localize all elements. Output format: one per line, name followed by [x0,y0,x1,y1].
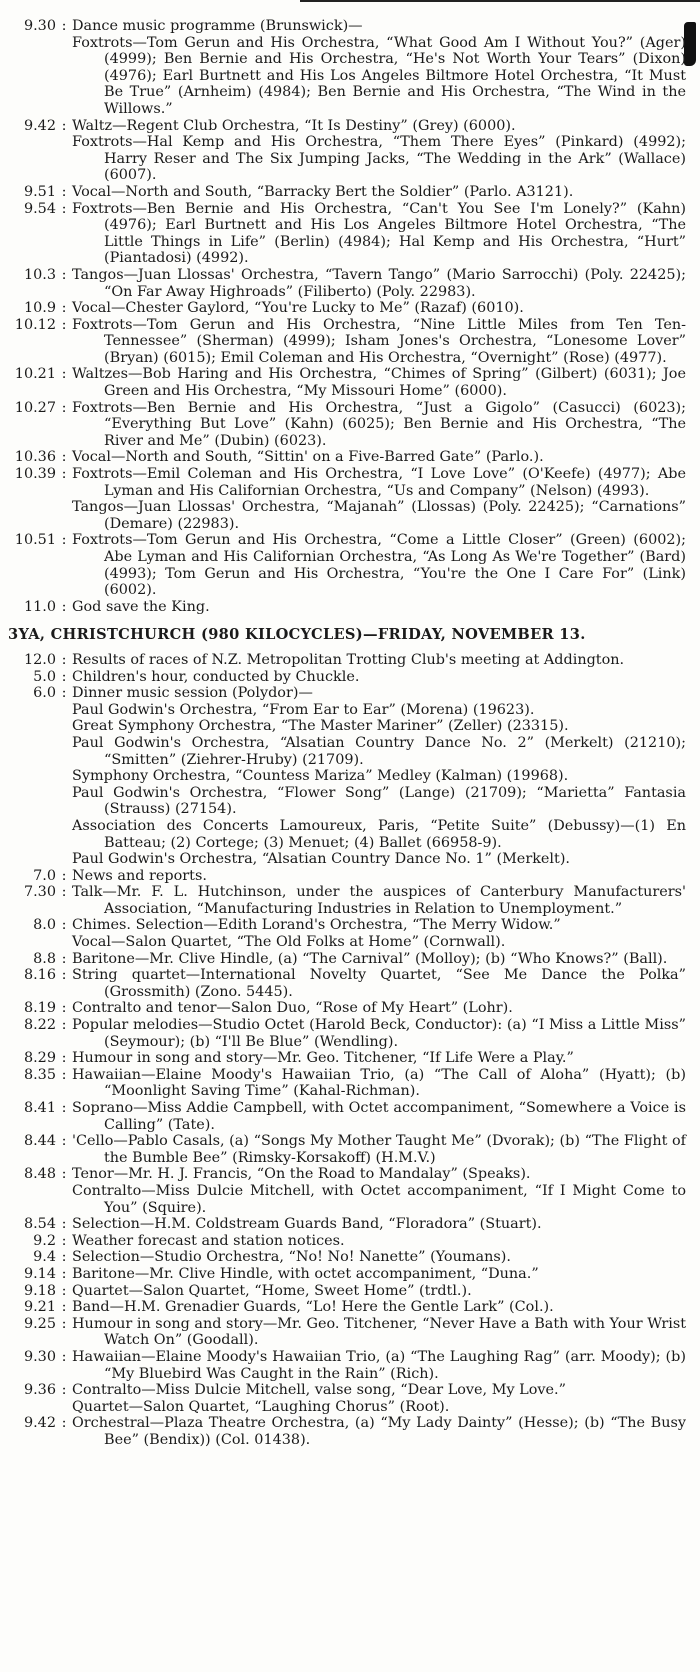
time-separator: : [61,266,67,283]
program-page [6,18,686,1448]
entry-line: Tangos—Juan Llossas' Orchestra, “Majanah” (Llossas) (Poly. 22425); “Carnations” (Demare) (22983). [72,499,686,532]
entry-line: Contralto—Miss Dulcie Mitchell, with Octet accompaniment, “If I Might Come to You” (Squire). [72,1182,686,1216]
entry-time: 7.30 [23,884,56,901]
entry-content [72,917,686,950]
entry-time: 11.0 [23,598,56,615]
entry-content [72,967,686,1000]
program-entry [6,652,686,669]
entry-content [72,1316,686,1349]
entry-line: 'Cello—Pablo Casals, (a) “Songs My Mother Taught Me” (Dvorak); (b) “The Flight of the Bumble Bee” (Rimsky-Korsakoff) (H.M.V.) [72,1133,686,1166]
time-separator: : [61,1133,67,1150]
entry-line: Baritone—Mr. Clive Hindle, with octet accompaniment, “Duna.” [72,1265,539,1282]
program-entry [6,201,686,267]
entry-content [72,267,686,300]
time-separator: : [61,1000,67,1017]
entry-time: 8.29 [23,1050,56,1067]
entry-line: Children's hour, conducted by Chuckle. [72,668,360,685]
entry-content [72,18,686,118]
entry-line: Tangos—Juan Llossas' Orchestra, “Tavern Tango” (Mario Sarrocchi) (Poly. 22425); “On Far Away Highroads” (Filiberto) (Poly. 22983). [72,266,686,300]
entry-time: 9.36 [23,1382,56,1399]
entry-content [72,868,686,885]
program-entry [6,1299,686,1316]
entry-line: God save the King. [72,598,210,615]
time-separator: : [61,1265,67,1282]
entry-time: 8.41 [23,1100,56,1116]
program-entry [6,1000,686,1017]
program-entry [6,967,686,1000]
entry-time: 9.30 [23,1348,56,1365]
entry-line: Selection—H.M. Coldstream Guards Band, “Floradora” (Stuart). [72,1216,542,1233]
entry-line: Foxtrots—Ben Bernie and His Orchestra, “Can't You See I'm Lonely?” (Kahn) (4976); Earl Burtnett and His Los Angeles Biltmore Hotel Orchestra, “The Little Things in Life” (Berlin) (4984); Hal Kemp and His Orchestra, “Hurt” (Piantadosi) (4992). [72,200,686,267]
program-section [6,627,686,1448]
entry-content [72,1133,686,1166]
entry-line: Weather forecast and station notices. [72,1232,345,1249]
time-separator: : [61,668,67,685]
program-entry [6,1216,686,1233]
program-entry [6,400,686,450]
entry-line: Chimes. Selection—Edith Lorand's Orchestra, “The Merry Widow.” [72,917,561,934]
entry-time: 8.16 [23,967,56,984]
entry-line: Paul Godwin's Orchestra, “Alsatian Country Dance No. 1” (Merkelt). [72,851,571,868]
time-separator: : [61,1216,67,1233]
program-entry [6,267,686,300]
entry-content [72,366,686,399]
entry-line: Foxtrots—Ben Bernie and His Orchestra, “Just a Gigolo” (Casucci) (6023); “Everything But Love” (Kahn) (6025); Ben Bernie and His Orchestra, “The River and Me” (Dubin) (6023). [72,399,686,449]
entry-line: Paul Godwin's Orchestra, “From Ear to Ear” (Morena) (19623). [72,701,535,718]
entry-line: Orchestral—Plaza Theatre Orchestra, (a) “My Lady Dainty” (Hesse); (b) “The Busy Bee” (Bendix)) (Col. 01438). [72,1415,686,1448]
entry-content [72,532,686,598]
time-separator: : [61,967,67,984]
program-entry [6,1283,686,1300]
program-entry [6,466,686,532]
entry-content [72,652,686,669]
top-rule [300,0,700,2]
time-separator: : [61,917,67,934]
entry-content [72,201,686,267]
entry-content [72,599,686,616]
entry-time: 10.3 [23,266,56,283]
entry-content [72,184,686,201]
entry-time: 9.4 [33,1249,56,1266]
entry-line: Humour in song and story—Mr. Geo. Titchener, “Never Have a Bath with Your Wrist Watch On” (Goodall). [72,1315,686,1349]
program-entry [6,184,686,201]
time-separator: : [61,1299,67,1316]
time-separator: : [61,300,67,317]
program-entry [6,300,686,317]
entry-line: Dance music programme (Brunswick)— [72,18,363,34]
entry-time: 10.27 [14,399,56,416]
entry-time: 9.51 [23,183,56,200]
program-section [6,18,686,615]
entry-content [72,884,686,917]
entry-content [72,951,686,968]
time-separator: : [61,117,67,134]
time-separator: : [61,884,67,901]
program-entry [6,951,686,968]
entry-line: Vocal—North and South, “Barracky Bert the Soldier” (Parlo. A3121). [72,183,574,200]
program-entry [6,1100,686,1133]
entry-line: Baritone—Mr. Clive Hindle, (a) “The Carnival” (Molloy); (b) “Who Knows?” (Ball). [72,950,668,967]
entry-line: Quartet—Salon Quartet, “Laughing Chorus” (Root). [72,1398,450,1415]
time-separator: : [61,532,67,549]
program-entry [6,1166,686,1216]
time-separator: : [61,1348,67,1365]
program-entry [6,18,686,118]
program-entry [6,1050,686,1067]
entry-line: Paul Godwin's Orchestra, “Flower Song” (Lange) (21709); “Marietta” Fantasia (Strauss) (27154). [72,784,686,818]
entry-line: Hawaiian—Elaine Moody's Hawaiian Trio, (a) “The Laughing Rag” (arr. Moody); (b) “My Bluebird Was Caught in the Rain” (Rich). [72,1348,686,1382]
time-separator: : [61,1050,67,1067]
program-entry [6,532,686,598]
program-entry [6,449,686,466]
entry-time: 9.21 [23,1299,56,1316]
program-entry [6,1349,686,1382]
entry-line: Waltz—Regent Club Orchestra, “It Is Destiny” (Grey) (6000). [72,117,516,134]
entry-content [72,118,686,184]
entry-content [72,1266,686,1283]
entry-time: 10.21 [14,366,56,383]
entry-time: 6.0 [33,685,56,702]
entry-content [72,1050,686,1067]
time-separator: : [61,950,67,967]
entry-time: 8.19 [23,1000,56,1017]
program-entry [6,1249,686,1266]
entry-line: Foxtrots—Hal Kemp and His Orchestra, “Them There Eyes” (Pinkard) (4992); Harry Reser and The Six Jumping Jacks, “The Wedding in the Ark” (Wallace) (6007). [72,134,686,184]
entry-time: 9.2 [33,1232,56,1249]
entry-content [72,300,686,317]
entry-time: 9.30 [23,18,56,34]
entry-content [72,1216,686,1233]
entry-content [72,1100,686,1133]
entry-time: 9.14 [23,1265,56,1282]
entry-content [72,685,686,868]
time-separator: : [61,466,67,483]
time-separator: : [61,366,67,383]
program-entry [6,1415,686,1448]
time-separator: : [61,1282,67,1299]
entry-content [72,400,686,450]
program-entry [6,884,686,917]
time-separator: : [61,1166,67,1183]
entry-content [72,466,686,532]
entry-time: 10.9 [23,300,56,317]
entry-content [72,1017,686,1050]
entry-line: Popular melodies—Studio Octet (Harold Beck, Conductor): (a) “I Miss a Little Miss” (Seymour); (b) “I'll Be Blue” (Wendling). [72,1017,686,1050]
entry-line: Selection—Studio Orchestra, “No! No! Nanette” (Youmans). [72,1249,511,1266]
entry-line: Vocal—Salon Quartet, “The Old Folks at Home” (Cornwall). [72,934,506,951]
time-separator: : [61,1415,67,1432]
entry-line: Humour in song and story—Mr. Geo. Titchener, “If Life Were a Play.” [72,1050,574,1067]
time-separator: : [61,316,67,333]
program-entry [6,366,686,399]
entry-time: 8.44 [23,1133,56,1150]
time-separator: : [61,399,67,416]
time-separator: : [61,1232,67,1249]
entry-time: 9.54 [23,200,56,217]
entry-time: 10.39 [14,466,56,483]
entry-content [72,317,686,367]
program-entry [6,685,686,868]
entry-line: Contralto—Miss Dulcie Mitchell, valse song, “Dear Love, My Love.” [72,1382,566,1399]
entry-line: Soprano—Miss Addie Campbell, with Octet accompaniment, “Somewhere a Voice is Calling” (Tate). [72,1100,686,1133]
entry-line: Quartet—Salon Quartet, “Home, Sweet Home” (trdtl.). [72,1282,472,1299]
program-entry [6,917,686,950]
entry-line: Association des Concerts Lamoureux, Paris, “Petite Suite” (Debussy)—(1) En Batteau; (2) Cortege; (3) Menuet; (4) Ballet (66958-9). [72,817,686,851]
entry-content [72,1067,686,1100]
time-separator: : [61,685,67,702]
entry-line: Vocal—North and South, “Sittin' on a Five-Barred Gate” (Parlo.). [72,449,544,466]
entry-time: 8.48 [23,1166,56,1183]
entry-line: Foxtrots—Tom Gerun and His Orchestra, “Nine Little Miles from Ten Ten-Tennessee” (Sherman) (4999); Isham Jones's Orchestra, “Lonesome Lover” (Bryan) (6015); Emil Coleman and His Orchestra, “Overnight” (Rose) (4977). [72,316,686,366]
program-entry [6,317,686,367]
entry-time: 9.18 [23,1282,56,1299]
entry-content [72,1249,686,1266]
entry-line: Hawaiian—Elaine Moody's Hawaiian Trio, (a) “The Call of Aloha” (Hyatt); (b) “Moonlight Saving Time” (Kahal-Richman). [72,1066,686,1100]
entry-line: Waltzes—Bob Haring and His Orchestra, “Chimes of Spring” (Gilbert) (6031); Joe Green and His Orchestra, “My Missouri Home” (6000). [72,366,686,400]
entry-time: 8.35 [23,1066,56,1083]
entry-content [72,449,686,466]
time-separator: : [61,183,67,200]
entry-time: 9.42 [23,117,56,134]
time-separator: : [61,1382,67,1399]
entry-line: Band—H.M. Grenadier Guards, “Lo! Here the Gentle Lark” (Col.). [72,1299,554,1316]
time-separator: : [61,867,67,884]
entry-line: Talk—Mr. F. L. Hutchinson, under the auspices of Canterbury Manufacturers' Association, “Manufacturing Industries in Relation to Unemployment.” [72,884,686,917]
program-entry [6,1133,686,1166]
time-separator: : [61,1100,67,1116]
program-entry [6,868,686,885]
program-entry [6,1382,686,1415]
entry-line: Foxtrots—Tom Gerun and His Orchestra, “Come a Little Closer” (Green) (6002); Abe Lyman and His Californian Orchestra, “As Long As We're Together” (Bard) (4993); Tom Gerun and His Orchestra, “You're the One I Care For” (Link) (6002). [72,532,686,599]
entry-content [72,1000,686,1017]
time-separator: : [61,598,67,615]
program-entry [6,1067,686,1100]
entry-time: 8.22 [23,1017,56,1034]
time-separator: : [61,449,67,466]
entry-content [72,1283,686,1300]
entry-line: Contralto and tenor—Salon Duo, “Rose of My Heart” (Lohr). [72,1000,513,1017]
time-separator: : [61,1315,67,1332]
program-entry [6,118,686,184]
program-entry [6,1266,686,1283]
entry-time: 5.0 [33,668,56,685]
time-separator: : [61,651,67,668]
entry-line: String quartet—International Novelty Quartet, “See Me Dance the Polka” (Grossmith) (Zono. 5445). [72,967,686,1000]
entry-time: 10.12 [14,316,56,333]
entry-time: 9.25 [23,1315,56,1332]
entry-time: 9.42 [23,1415,56,1432]
entry-content [72,1415,686,1448]
program-entry [6,1017,686,1050]
entry-time: 8.8 [33,950,56,967]
program-entry [6,599,686,616]
time-separator: : [61,1017,67,1034]
entry-time: 8.0 [33,917,56,934]
entry-line: Vocal—Chester Gaylord, “You're Lucky to Me” (Razaf) (6010). [72,300,524,317]
entry-line: Tenor—Mr. H. J. Francis, “On the Road to Mandalay” (Speaks). [72,1166,531,1183]
entry-content [72,1166,686,1216]
entry-line: Great Symphony Orchestra, “The Master Mariner” (Zeller) (23315). [72,718,569,735]
entry-time: 8.54 [23,1216,56,1233]
program-entry [6,669,686,686]
entry-line: Dinner music session (Polydor)— [72,685,313,702]
entry-content [72,1299,686,1316]
entry-line: Foxtrots—Emil Coleman and His Orchestra, “I Love Love” (O'Keefe) (4977); Abe Lyman and His Californian Orchestra, “Us and Company” (Nelson) (4993). [72,466,686,499]
time-separator: : [61,200,67,217]
time-separator: : [61,18,67,34]
entry-line: Symphony Orchestra, “Countess Mariza” Medley (Kalman) (19968). [72,768,569,785]
entry-time: 7.0 [33,867,56,884]
entry-content [72,1233,686,1250]
program-entry [6,1316,686,1349]
entry-content [72,669,686,686]
entry-content [72,1382,686,1415]
station-heading: 3YA, CHRISTCHURCH (980 KILOCYCLES)—FRIDAY, NOVEMBER 13. [8,626,586,644]
entry-content [72,1349,686,1382]
entry-time: 12.0 [23,651,56,668]
entry-line: Results of races of N.Z. Metropolitan Trotting Club's meeting at Addington. [72,651,625,668]
entry-line: Paul Godwin's Orchestra, “Alsatian Country Dance No. 2” (Merkelt) (21210); “Smitten” (Ziehrer-Hruby) (21709). [72,734,686,768]
entry-line: News and reports. [72,867,207,884]
time-separator: : [61,1066,67,1083]
entry-time: 10.36 [14,449,56,466]
time-separator: : [61,1249,67,1266]
entry-line: Foxtrots—Tom Gerun and His Orchestra, “What Good Am I Without You?” (Ager) (4999); Ben Bernie and His Orchestra, “He's Not Worth Your Tears” (Dixon) (4976); Earl Burtnett and His Los Angeles Biltmore Hotel Orchestra, “It Must Be True” (Arnheim) (4984); Ben Bernie and His Orchestra, “The Wind in the Willows.” [72,34,686,117]
entry-time: 10.51 [14,532,56,549]
program-entry [6,1233,686,1250]
